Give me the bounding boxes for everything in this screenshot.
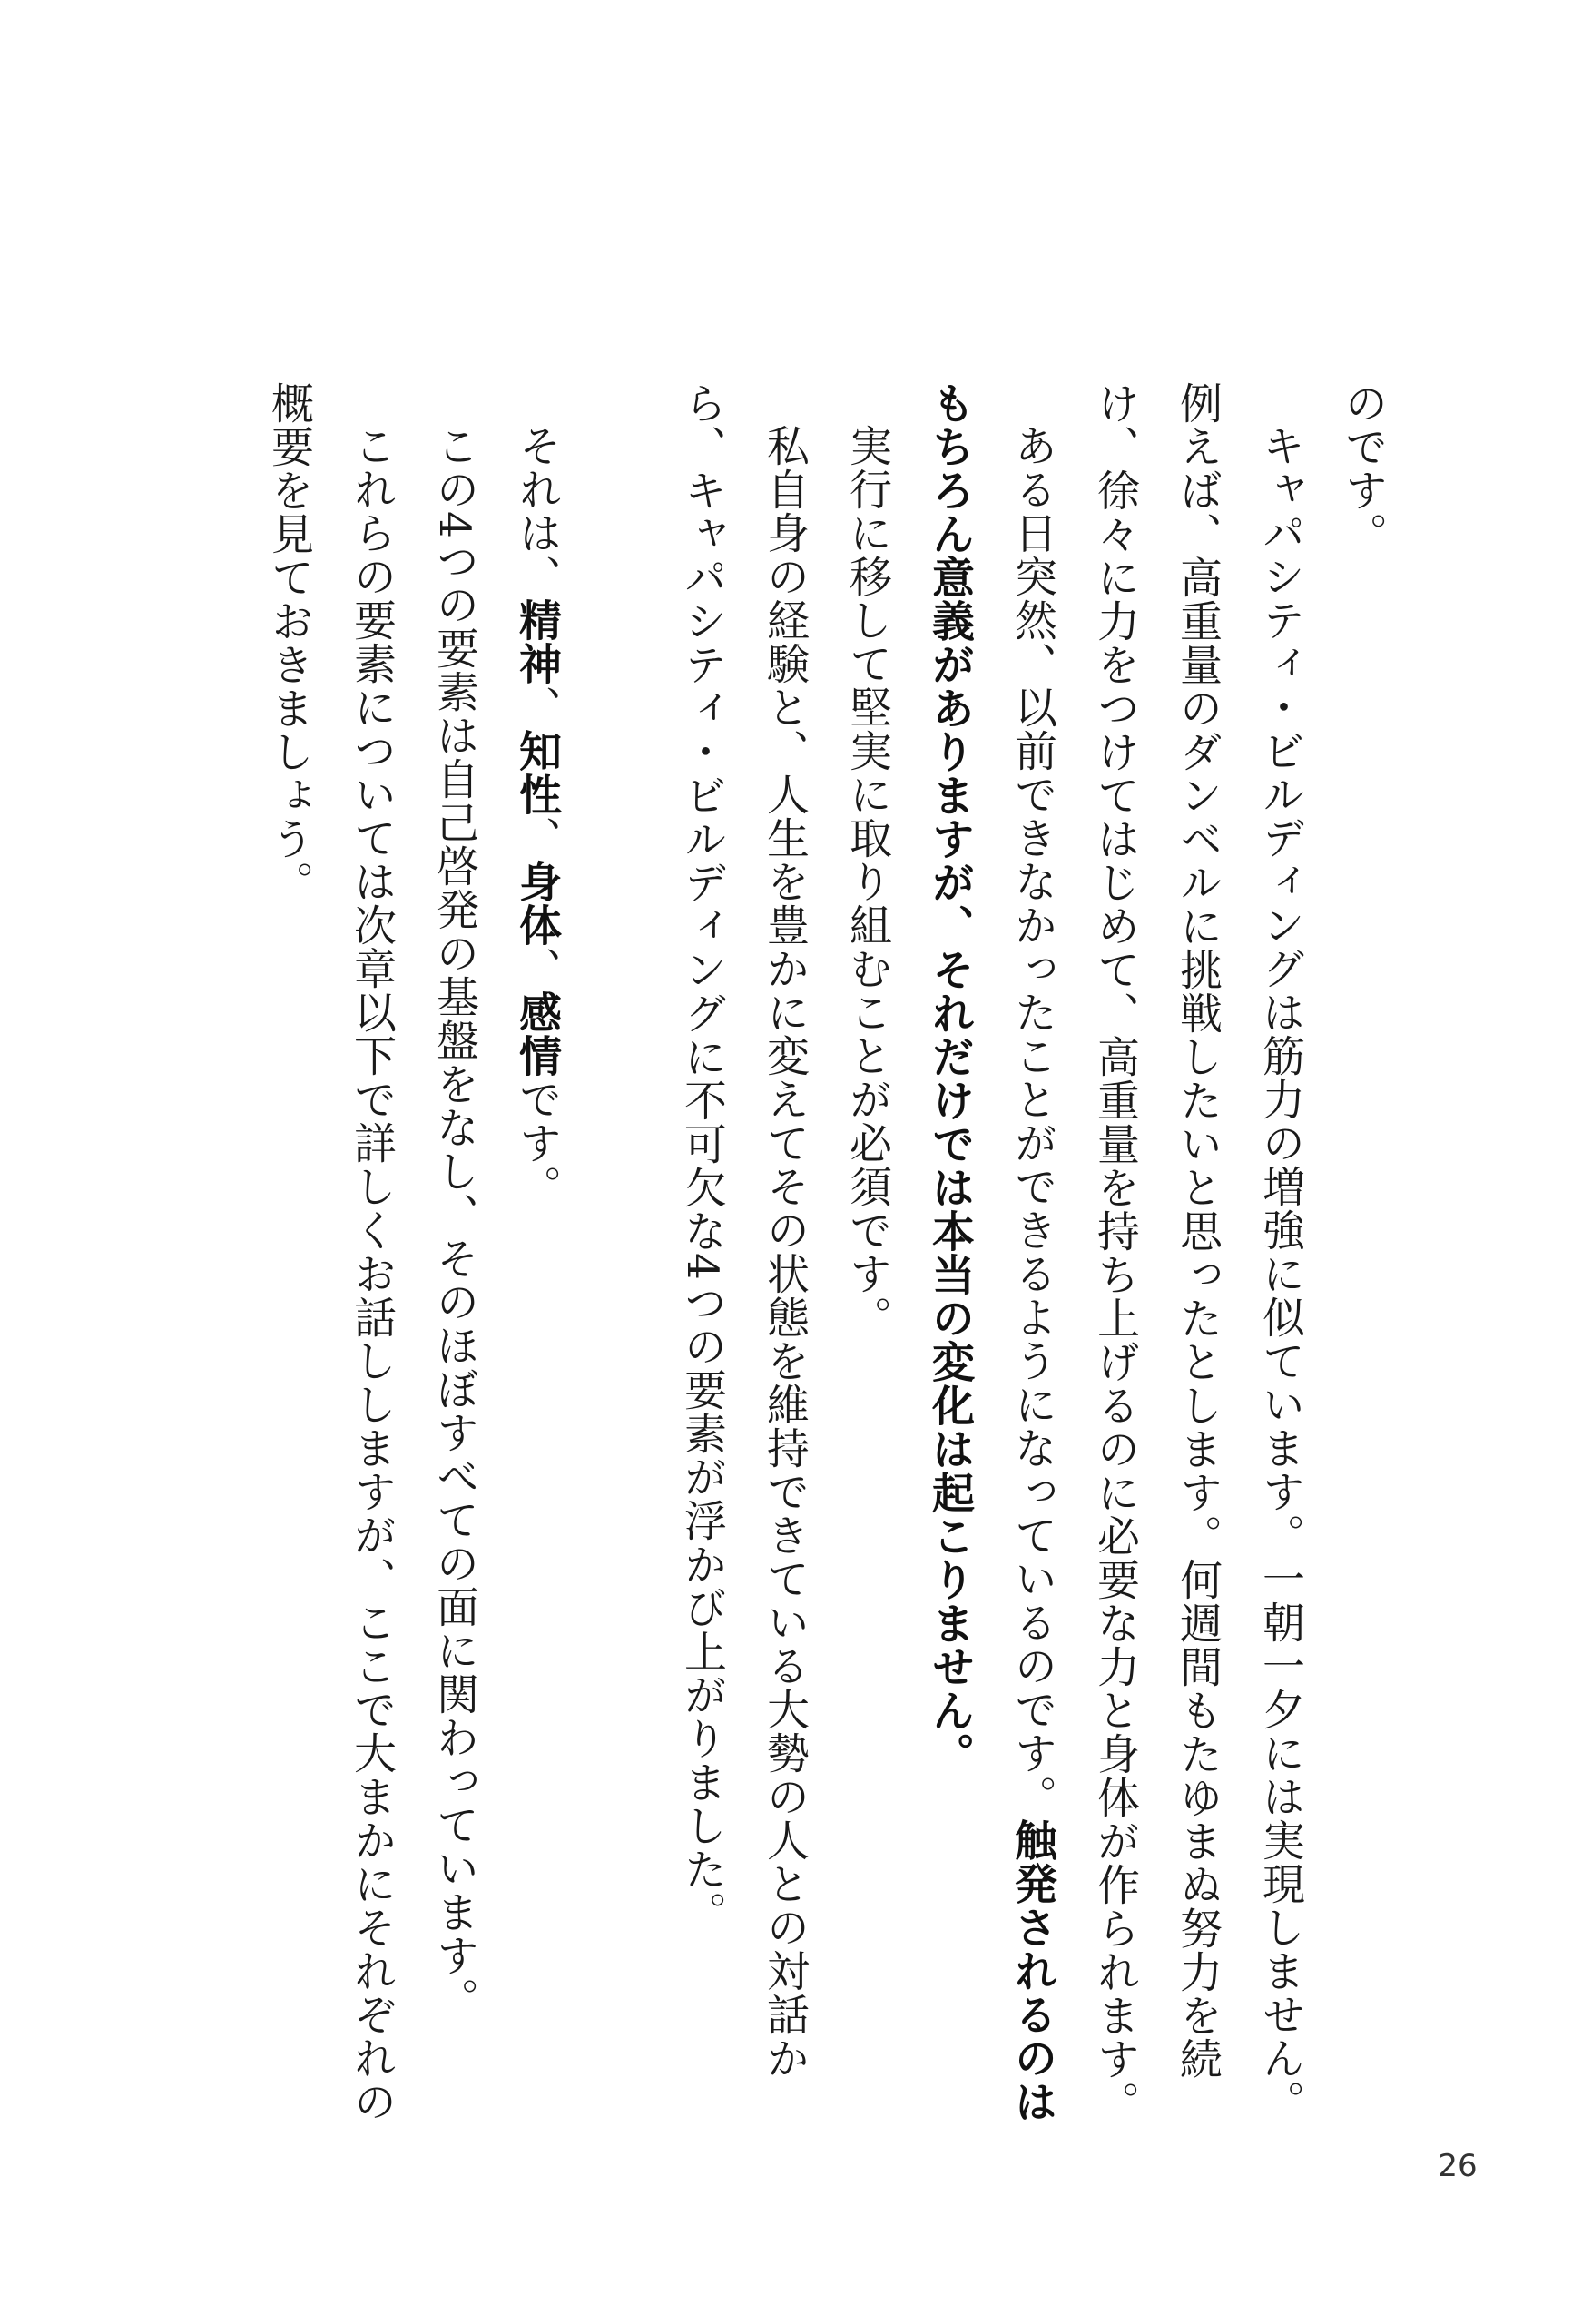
text-run: 、	[512, 947, 562, 990]
paragraph	[1074, 381, 1322, 2133]
paragraph-spacer	[578, 381, 661, 2133]
page-number: 26	[1438, 2148, 1478, 2184]
paragraph	[909, 381, 1074, 2133]
text-run: 、	[512, 685, 562, 729]
text-run: この4つの要素は自己啓発の基盤をなし、そのほぼすべての面に関わっています。	[429, 424, 479, 2021]
text-run: ある日突然、以前できなかったことができるようになっているのです。	[1007, 424, 1057, 1818]
paragraph	[248, 381, 413, 2133]
text-run: です。	[512, 1078, 562, 1208]
bold-text: 触発されるのはもちろん意義がありますが、それだけでは本当の変化は起こりません。	[925, 381, 1057, 2123]
body-text	[115, 381, 1404, 2133]
text-run: キャパシティ・ビルディングは筋力の増強に似ています。一朝一夕には実現しません。例えば、高重量のダンベルに挑戦したいと思ったとします。何週間もたゆまぬ努力を続け、徐々に力をつけてはじめて、高重量を持ち上げるのに必要な力と身体が作られます。	[1090, 381, 1305, 2124]
paragraph	[496, 381, 578, 2133]
paragraph	[826, 381, 909, 2133]
text-run: これらの要素については次章以下で詳しくお話ししますが、ここで大まかにそれぞれの概要を見ておきましょう。	[264, 381, 397, 2123]
paragraph	[413, 381, 496, 2133]
paragraph	[661, 381, 826, 2133]
text-run: 私自身の経験と、人生を豊かに変えてその状態を維持できている大勢の人との対話から、キャパシティ・ビルディングに不可欠な4つの要素が浮かび上がりました。	[677, 381, 810, 2080]
text-run: のです。	[1338, 381, 1388, 556]
bold-text: 身体	[512, 860, 562, 947]
text-run: それは、	[512, 424, 562, 598]
text-run: 実行に移して堅実に取り組むことが必須です。	[842, 424, 892, 1339]
paragraph	[1322, 381, 1404, 2133]
bold-text: 感情	[512, 990, 562, 1078]
bold-text: 知性	[512, 729, 562, 816]
text-run: 、	[512, 816, 562, 860]
bold-text: 精神	[512, 598, 562, 685]
